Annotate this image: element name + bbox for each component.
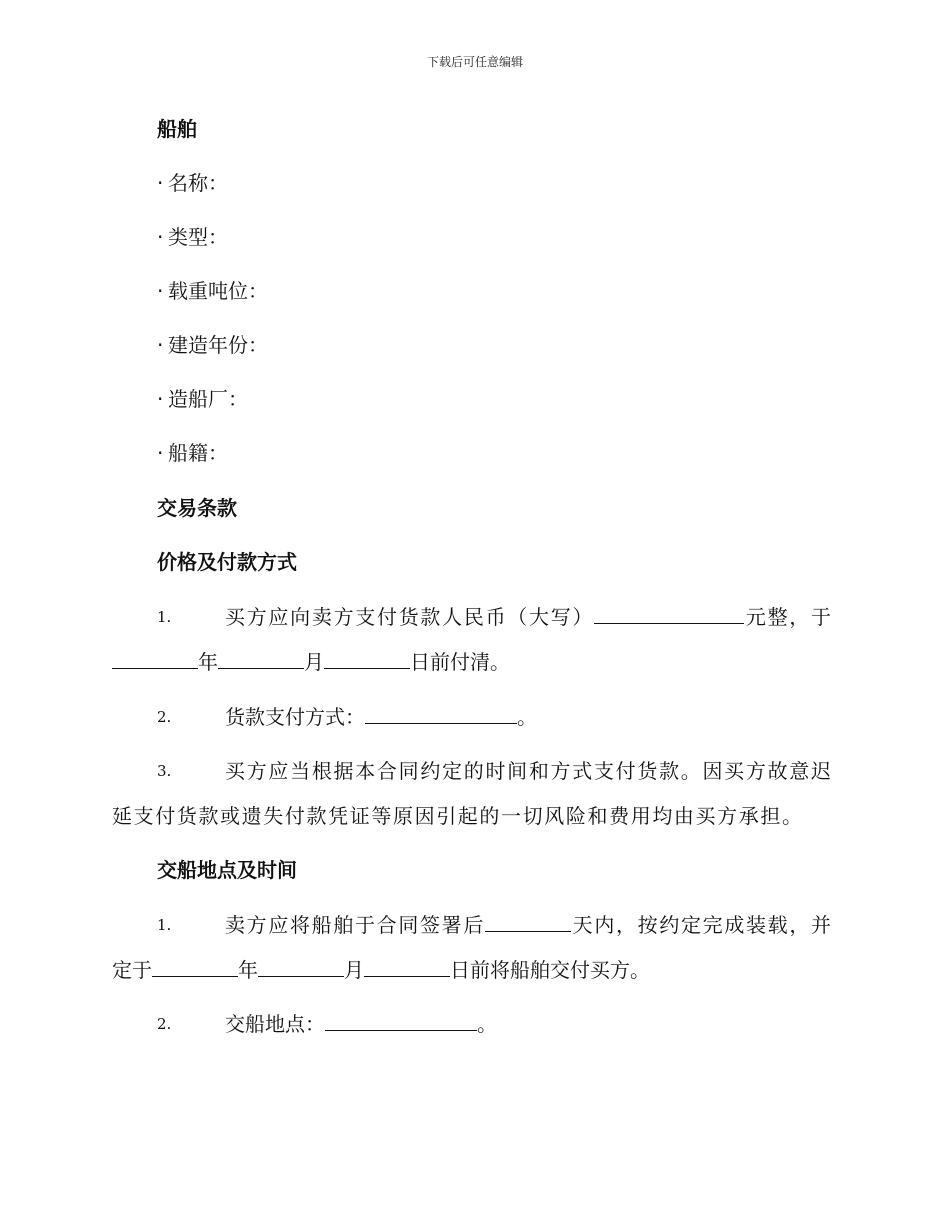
section-title-ship: 船舶 bbox=[157, 117, 197, 141]
price-clause-1-line-2 bbox=[112, 649, 510, 675]
section-title-terms: 交易条款 bbox=[157, 496, 237, 520]
delivery-clause-2 bbox=[225, 1011, 497, 1037]
day-blank bbox=[324, 650, 410, 669]
subsection-title-delivery: 交船地点及时间 bbox=[157, 858, 297, 882]
clause-text: 买方应向卖方支付货款人民币（大写） bbox=[225, 605, 595, 629]
bullet-dot: · bbox=[157, 279, 164, 303]
subsection-title-price: 价格及付款方式 bbox=[157, 550, 297, 574]
month-blank bbox=[258, 958, 344, 977]
clause-text: 月 bbox=[304, 650, 324, 674]
bullet-dot: · bbox=[157, 333, 164, 357]
ship-field-label: 类型： bbox=[168, 225, 228, 249]
clause-number: 3. bbox=[157, 762, 172, 780]
clause-text: 货款支付方式： bbox=[225, 705, 365, 729]
bullet-dot: · bbox=[157, 441, 164, 465]
clause-text: 交船地点： bbox=[225, 1012, 325, 1036]
clause-text: 卖方应将船舶于合同签署后 bbox=[225, 913, 485, 937]
bullet-dot: · bbox=[157, 171, 164, 195]
clause-text: 。 bbox=[477, 1012, 497, 1036]
bullet-dot: · bbox=[157, 225, 164, 249]
clause-number: 1. bbox=[157, 608, 172, 626]
clause-text: 月 bbox=[344, 958, 364, 982]
ship-field-type bbox=[157, 224, 228, 250]
ship-field-build-year bbox=[157, 332, 268, 358]
ship-field-label: 名称： bbox=[168, 171, 228, 195]
ship-field-registry bbox=[157, 440, 228, 466]
delivery-clause-1-line-2 bbox=[112, 957, 650, 983]
ship-field-shipyard bbox=[157, 386, 248, 412]
ship-field-name bbox=[157, 170, 228, 196]
clause-text: 日前付清。 bbox=[410, 650, 510, 674]
clause-number: 2. bbox=[157, 1015, 172, 1033]
clause-text: 元整，于 bbox=[744, 605, 832, 629]
day-blank bbox=[364, 958, 450, 977]
ship-field-label: 造船厂： bbox=[168, 387, 248, 411]
ship-field-label: 载重吨位： bbox=[168, 279, 268, 303]
clause-number: 1. bbox=[157, 916, 172, 934]
clause-text: 日前将船舶交付买方。 bbox=[450, 958, 650, 982]
clause-text: 年 bbox=[198, 650, 218, 674]
page-header: 下载后可任意编辑 bbox=[426, 55, 523, 69]
clause-number: 2. bbox=[157, 708, 172, 726]
days-blank bbox=[485, 913, 571, 932]
price-clause-1-line-1 bbox=[225, 604, 831, 630]
ship-field-label: 建造年份： bbox=[168, 333, 268, 357]
clause-text: 。 bbox=[517, 705, 537, 729]
month-blank bbox=[218, 650, 304, 669]
clause-text: 定于 bbox=[112, 958, 152, 982]
price-clause-3-line-1: 买方应当根据本合同约定的时间和方式支付货款。因买方故意迟 bbox=[225, 759, 831, 783]
clause-text: 年 bbox=[238, 958, 258, 982]
delivery-place-blank bbox=[325, 1012, 477, 1031]
ship-field-tonnage bbox=[157, 278, 268, 304]
amount-blank bbox=[594, 605, 744, 624]
clause-text: 天内，按约定完成装载，并 bbox=[571, 913, 831, 937]
price-clause-3-line-2: 延支付货款或遗失付款凭证等原因引起的一切风险和费用均由买方承担。 bbox=[112, 804, 802, 828]
price-clause-2 bbox=[225, 704, 537, 730]
year-blank bbox=[112, 650, 198, 669]
ship-field-label: 船籍： bbox=[168, 441, 228, 465]
delivery-clause-1-line-1 bbox=[225, 912, 831, 938]
bullet-dot: · bbox=[157, 387, 164, 411]
year-blank bbox=[152, 958, 238, 977]
payment-method-blank bbox=[365, 705, 517, 724]
